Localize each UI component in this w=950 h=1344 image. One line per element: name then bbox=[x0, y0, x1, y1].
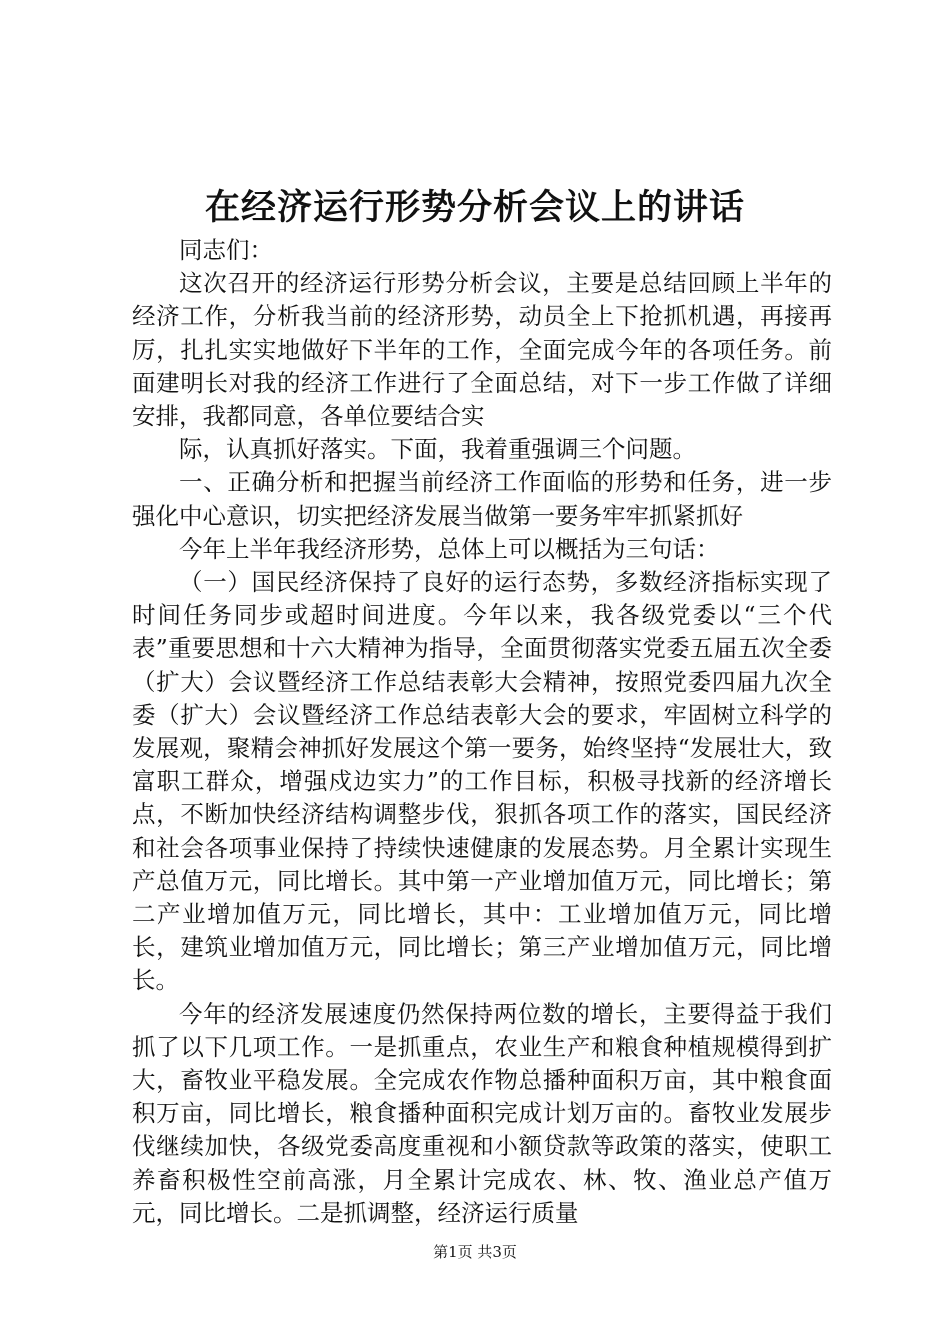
document-body bbox=[132, 234, 832, 1230]
paragraph-point-one: （一）国民经济保持了良好的运行态势，多数经济指标实现了时间任务同步或超时间进度。今年以来，我各级党委以“三个代表”重要思想和十六大精神为指导，全面贯彻落实党委五届五次全委（扩大）会议暨经济工作总结表彰大会精神，按照党委四届九次全委（扩大）会议暨经济工作总结表彰大会的要求，牢固树立科学的发展观，聚精会神抓好发展这个第一要务，始终坚持“发展壮大，致富职工群众，增强戍边实力”的工作目标，积极寻找新的经济增长点，不断加快经济结构调整步伐，狠抓各项工作的落实，国民经济和社会各项事业保持了持续快速健康的发展态势。月全累计实现生产总值万元，同比增长。其中第一产业增加值万元，同比增长；第二产业增加值万元，同比增长，其中：工业增加值万元，同比增长，建筑业增加值万元，同比增长；第三产业增加值万元，同比增长。 bbox=[132, 568, 832, 995]
page-footer: 第1页 共3页 bbox=[433, 1243, 517, 1261]
paragraph-growth: 今年的经济发展速度仍然保持两位数的增长，主要得益于我们抓了以下几项工作。一是抓重点，农业生产和粮食种植规模得到扩大，畜牧业平稳发展。全完成农作物总播种面积万亩，其中粮食面积万亩，同比增长，粮食播种面积完成计划万亩的。畜牧业发展步伐继续加快，各级党委高度重视和小额贷款等政策的落实，使职工养畜积极性空前高涨，月全累计完成农、林、牧、渔业总产值万元，同比增长。二是抓调整，经济运行质量 bbox=[132, 999, 832, 1227]
paragraph-intro: 这次召开的经济运行形势分析会议，主要是总结回顾上半年的经济工作，分析我当前的经济形势，动员全上下抢抓机遇，再接再厉，扎扎实实地做好下半年的工作，全面完成今年的各项任务。前面建明长对我的经济工作进行了全面总结，对下一步工作做了详细安排，我都同意，各单位要结合实 bbox=[132, 269, 832, 431]
paragraph-intro-continued: 际，认真抓好落实。下面，我着重强调三个问题。 bbox=[179, 435, 696, 464]
document-title: 在经济运行形势分析会议上的讲话 bbox=[204, 187, 745, 228]
paragraph-summary: 今年上半年我经济形势，总体上可以概括为三句话： bbox=[179, 534, 720, 563]
section-heading-one: 一、正确分析和把握当前经济工作面临的形势和任务，进一步强化中心意识，切实把经济发展当做第一要务牢牢抓紧抓好 bbox=[132, 468, 832, 530]
paragraph-salutation: 同志们： bbox=[179, 236, 273, 264]
